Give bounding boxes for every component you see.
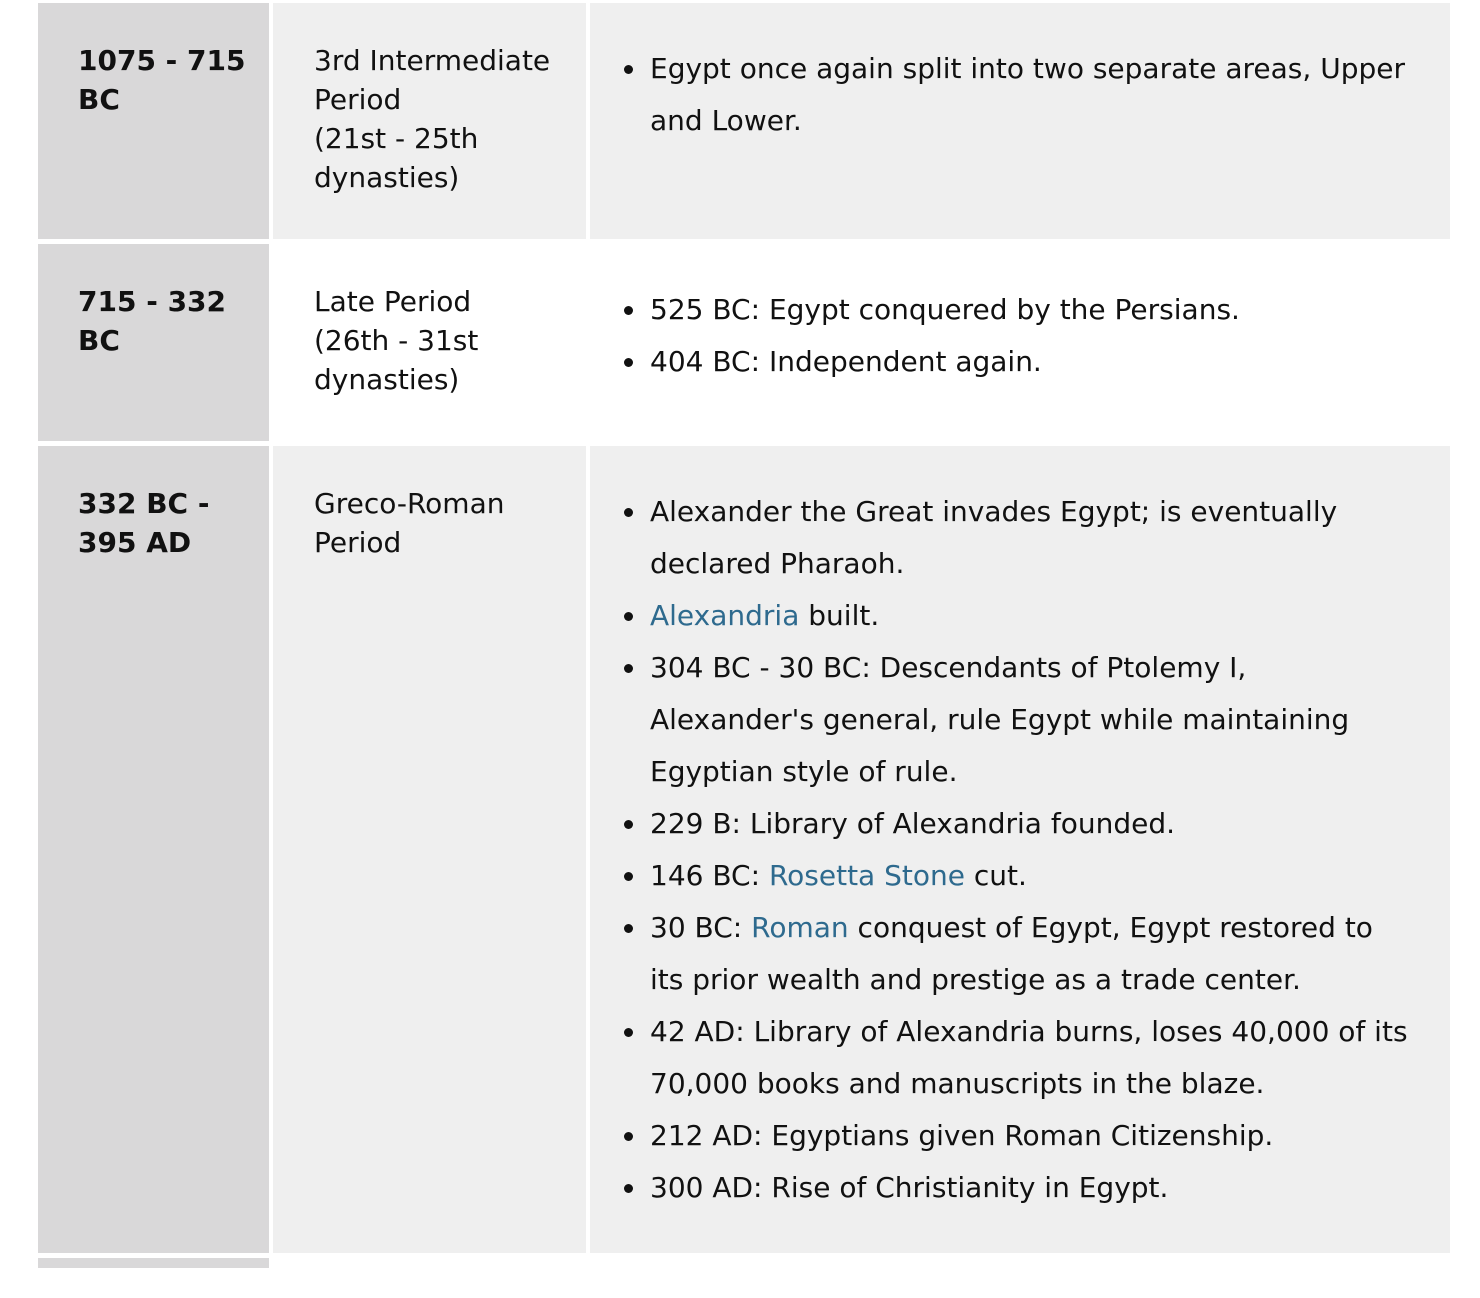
period-line: dynasties): [314, 363, 460, 396]
event-text: 304 BC - 30 BC: Descendants of Ptolemy I, Alexander's general, rule Egypt while maintaining Egyptian style of rule.: [650, 651, 1350, 788]
table-row: [38, 441, 1450, 1253]
egypt-timeline-table: [38, 0, 1450, 1268]
alexandria-link[interactable]: Alexandria: [650, 599, 800, 632]
date-line: BC: [78, 83, 120, 116]
event-text: conquest of Egypt, Egypt restored to its prior wealth and prestige as a trade center.: [650, 911, 1373, 996]
list-item: [650, 850, 1410, 902]
period-line: Greco-Roman: [314, 487, 505, 520]
event-text: 525 BC: Egypt conquered by the Persians.: [650, 293, 1240, 326]
events-list: [610, 43, 1410, 147]
events-cell: [590, 244, 1450, 441]
date-cell: [38, 244, 273, 441]
rosetta-stone-link[interactable]: Rosetta Stone: [768, 859, 965, 892]
event-text: cut.: [964, 859, 1027, 892]
event-text: 300 AD: Rise of Christianity in Egypt.: [650, 1171, 1169, 1204]
list-item: [650, 798, 1410, 850]
event-text: 30 BC:: [650, 911, 752, 944]
list-item: [650, 902, 1410, 1006]
list-item: [650, 1006, 1410, 1110]
list-item: [650, 284, 1410, 336]
period-line: 3rd Intermediate: [314, 44, 551, 77]
events-cell: [590, 446, 1450, 1253]
event-text: Egypt once again split into two separate areas, Upper and Lower.: [650, 52, 1405, 137]
events-list: [610, 486, 1410, 1214]
event-text: built.: [799, 599, 880, 632]
list-item: [650, 486, 1410, 590]
table-row: [38, 239, 1450, 441]
period-cell: [273, 244, 590, 441]
date-line: 715 - 332: [78, 285, 227, 318]
date-cell: [38, 446, 273, 1253]
date-cell: [38, 3, 273, 239]
list-item: [650, 43, 1410, 147]
event-text: 229 B: Library of Alexandria founded.: [650, 807, 1175, 840]
list-item: [650, 590, 1410, 642]
events-cell: [590, 3, 1450, 239]
period-cell: [273, 3, 590, 239]
event-text: 404 BC: Independent again.: [650, 345, 1042, 378]
period-line: (21st - 25th: [314, 122, 479, 155]
date-line: 332 BC -: [78, 487, 210, 520]
period-line: (26th - 31st: [314, 324, 479, 357]
event-text: Alexander the Great invades Egypt; is eventually declared Pharaoh.: [650, 495, 1338, 580]
period-cell: [273, 446, 590, 1253]
event-text: 42 AD: Library of Alexandria burns, loses 40,000 of its 70,000 books and manuscripts in the blaze.: [650, 1015, 1408, 1100]
list-item: [650, 642, 1410, 798]
events-cell: [590, 1258, 1450, 1298]
table-row: [38, 1253, 1450, 1268]
period-line: dynasties): [314, 161, 460, 194]
list-item: [650, 1110, 1410, 1162]
period-line: Late Period: [314, 285, 472, 318]
date-line: 395 AD: [78, 526, 192, 559]
events-list: [610, 284, 1410, 388]
event-text: 146 BC:: [650, 859, 769, 892]
list-item: [650, 336, 1410, 388]
roman-link[interactable]: Roman: [751, 911, 849, 944]
date-cell: [38, 1258, 273, 1268]
period-line: Period: [314, 526, 402, 559]
list-item: [650, 1162, 1410, 1214]
event-text: 212 AD: Egyptians given Roman Citizenship.: [650, 1119, 1274, 1152]
table-row: [38, 0, 1450, 239]
period-line: Period: [314, 83, 402, 116]
date-line: BC: [78, 324, 120, 357]
date-line: 1075 - 715: [78, 44, 246, 77]
period-cell: [273, 1258, 590, 1296]
